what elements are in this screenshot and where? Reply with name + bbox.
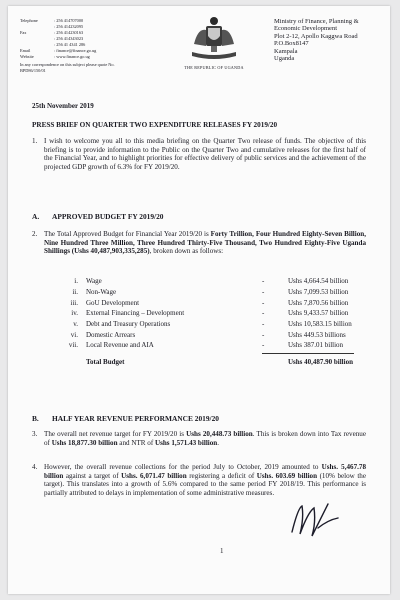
budget-amount-words: Forty Trillion, Four Hundred Eighty-Seven Billion, Nine Hundred Three Million, Three Hundred Thirty-Five Thousand, Two Hundred Eighty-Five Uganda Shillings (Ushs 40,487,903,335,285) [44, 230, 366, 256]
contact-row: : 256 414343023 [54, 36, 84, 41]
paragraph-4: 4. However, the overall revenue collections for the period July to October, 2019 amounted to Ushs. 5,467.78 billion against a target of Ushs. 6,071.47 billion registering a deficit of Ushs. 603.69 billion (10% below the target). This translates into a growth of 5.6% compared to the same period FY 2018/19. This performance is partially attributed to delays in implementation of some administrative measures. [32, 463, 366, 497]
document-title: PRESS BRIEF ON QUARTER TWO EXPENDITURE RELEASES FY 2019/20 [32, 121, 278, 129]
budget-table [54, 276, 360, 366]
address-line: Plot 2-12, Apollo Kaggwa Road [274, 32, 358, 40]
section-a-heading: A. APPROVED BUDGET FY 2019/20 [32, 212, 164, 221]
signature-icon [288, 498, 344, 542]
contact-row: : 256 41 4341 286 [54, 42, 86, 47]
contact-row: : 256 414232095 [54, 24, 84, 29]
paragraph-1 [32, 137, 366, 171]
paragraph-2: 2. The Total Approved Budget for Financial Year 2019/20 is Forty Trillion, Four Hundred Eighty-Seven Billion, Nine Hundred Three Million, Three Hundred Thirty-Five Thousand, Two Hundred Eighty-Five Uganda Shillings (Ushs 40,487,903,335,285), broken down as follows: [32, 230, 366, 256]
contact-row: Website : www.finance.go.ug [20, 54, 90, 59]
contact-row: Email : finance@finance.go.ug [20, 48, 97, 53]
table-row: vii. Local Revenue and AIA - Ushs 387.01 billion [68, 341, 344, 350]
table-row: v. Debt and Treasury Operations - Ushs 10,583.15 billion [73, 320, 352, 329]
address-line: Economic Development [274, 25, 337, 33]
paragraph-3: 3. The overall net revenue target for FY 2019/20 is Ushs 20,448.73 billion. This is broken down into Tax revenue of Ushs 18,877.30 billion and NTR of Ushs 1,571.43 billion. [32, 430, 366, 447]
table-row: ii. Non-Wage - Ushs 7,099.53 billion [72, 288, 349, 297]
address-line: Uganda [274, 55, 295, 63]
table-row: iv. External Financing – Development - Ushs 9,433.57 billion [71, 309, 349, 318]
address-line: P.O.Box8147 [274, 40, 309, 48]
republic-caption: THE REPUBLIC OF UGANDA [184, 65, 244, 70]
ministry-address [274, 18, 384, 62]
paragraph-number: 3. [32, 430, 38, 438]
document-page [8, 6, 390, 594]
total-divider [262, 353, 354, 354]
document-date: 25th November 2019 [32, 102, 94, 110]
address-line: Ministry of Finance, Planning & [274, 18, 359, 25]
paragraph-number: 1. [32, 137, 38, 145]
total-amount: Ushs 40,487.90 billion [288, 357, 353, 366]
total-row [54, 358, 360, 366]
letterhead-contacts [20, 18, 130, 74]
paragraph-number: 2. [32, 230, 38, 238]
contact-row: Fax : 256 414230163 [20, 30, 84, 35]
table-row: vi. Domestic Arrears - Ushs 449.53 billions [70, 330, 346, 339]
table-row: iii. GoU Development - Ushs 7,870.56 billion [70, 298, 349, 307]
table-row: i. Wage - Ushs 4,664.54 billion [74, 277, 349, 286]
page-number: 1 [220, 547, 224, 555]
total-label: Total Budget [86, 357, 125, 366]
address-line: Kampala [274, 47, 298, 55]
section-b-heading: B. HALF YEAR REVENUE PERFORMANCE 2019/20 [32, 414, 219, 423]
paragraph-number: 4. [32, 463, 38, 471]
contact-row: Telephone : 256 414707000 [20, 18, 84, 23]
coat-of-arms [178, 14, 250, 70]
coat-of-arms-icon [186, 14, 242, 64]
correspondence-note: In any correspondence on this subject please quote No. BPD86/150/01 [20, 62, 115, 73]
paragraph-text: I wish to welcome you all to this media briefing on the Quarter Two release of funds. The objective of this briefing is to provide information to the Public on the Quarter Two and cumulative releases for the first half of the Financial Year, and to highlight priorities for effective delivery of public services and the achievement of the projected GDP growth of 6.3% for FY 2019/20. [44, 137, 366, 171]
